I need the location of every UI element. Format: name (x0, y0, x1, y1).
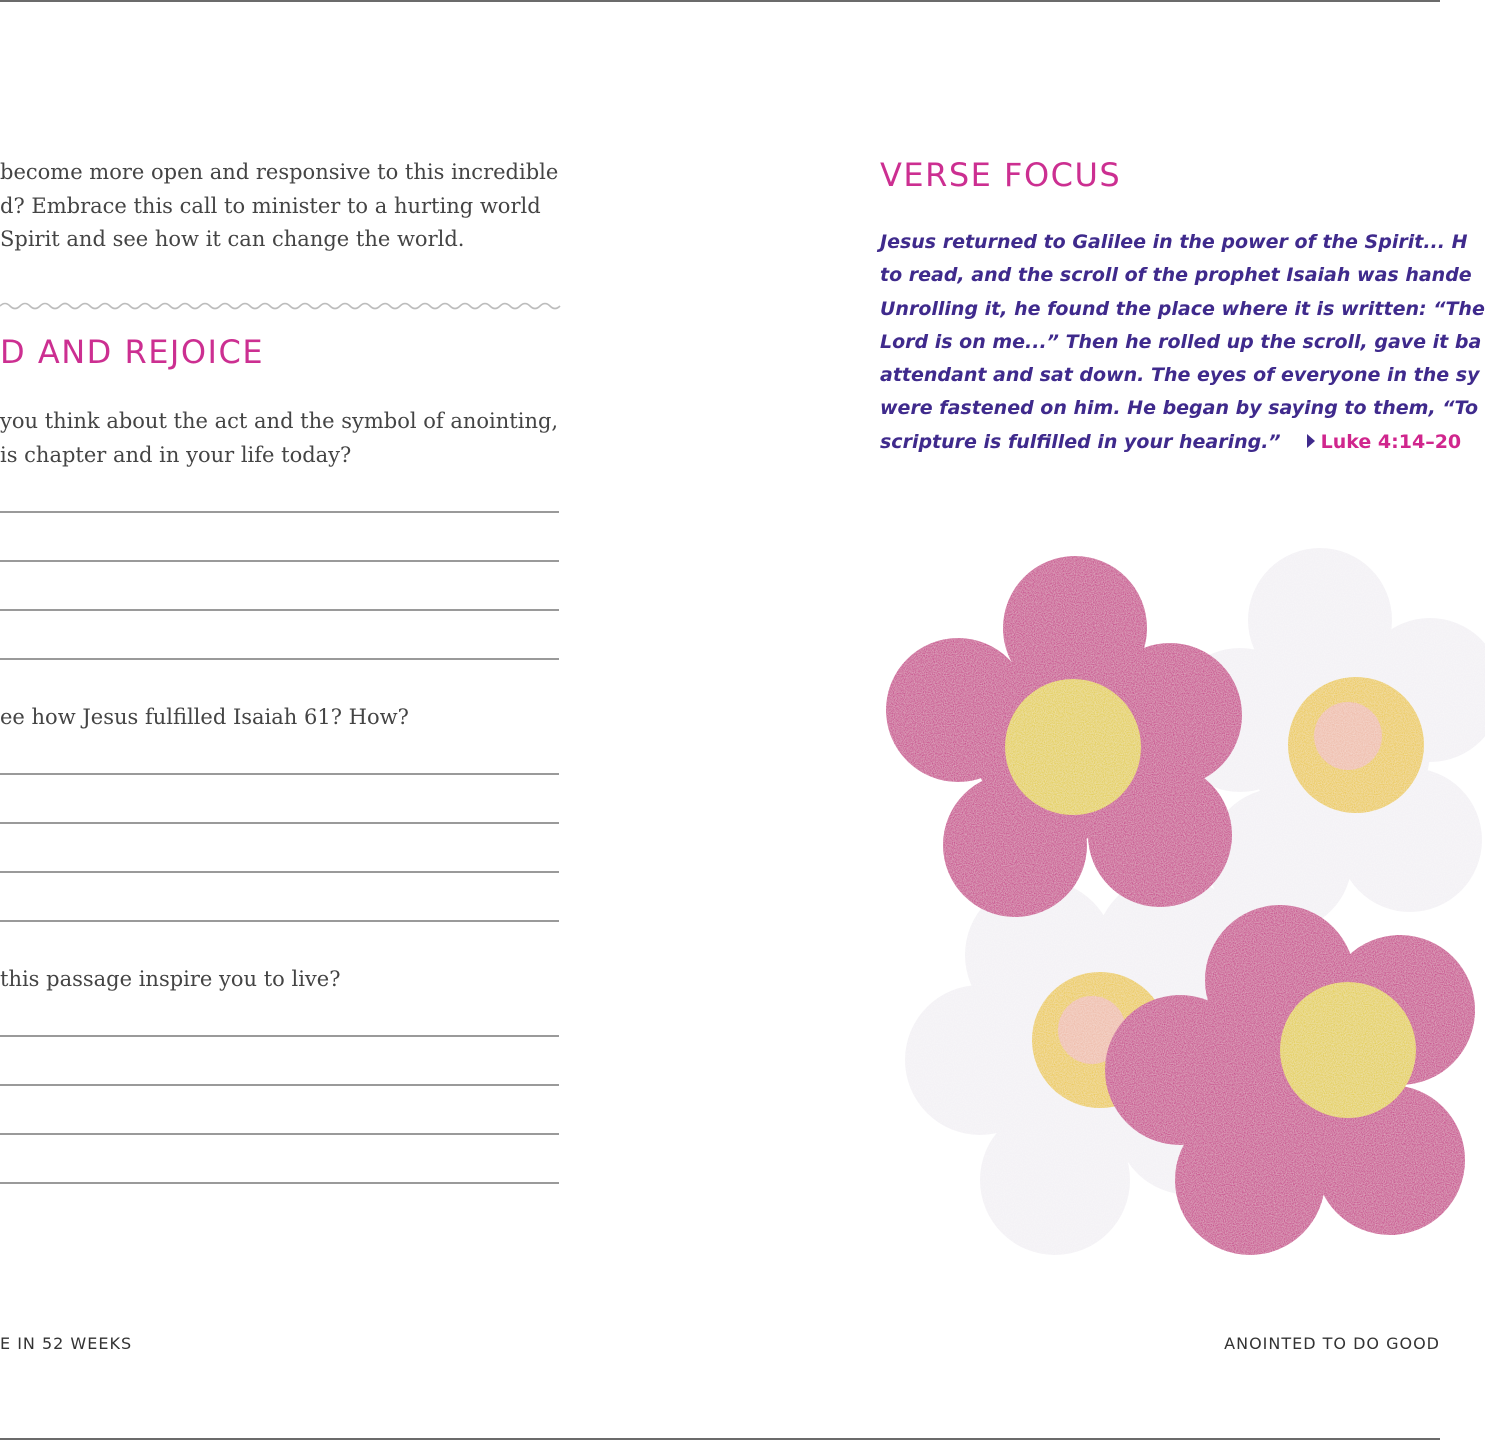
flower-illustration (870, 540, 1440, 1260)
answer-line[interactable] (0, 658, 559, 660)
answer-line[interactable] (0, 773, 559, 775)
question-1 (0, 405, 558, 472)
question-2-line-1: ee how Jesus fulfilled Isaiah 61? How? (0, 705, 409, 729)
verse-line-4: Lord is on me...” Then he rolled up the scroll, gave it ba (880, 330, 1482, 353)
question-3-line-1: this passage inspire you to live? (0, 967, 341, 991)
answer-line[interactable] (0, 1084, 559, 1086)
triangle-right-icon (1307, 434, 1315, 448)
question-2 (0, 701, 409, 735)
verse-line-3: Unrolling it, he found the place where it is written: “The (880, 297, 1485, 320)
question-3 (0, 963, 340, 997)
intro-line-3: Spirit and see how it can change the world. (0, 227, 465, 251)
verse-reference: Luke 4:14–20 (1320, 430, 1462, 453)
wavy-divider (0, 298, 560, 314)
answer-line[interactable] (0, 822, 559, 824)
answer-line[interactable] (0, 920, 559, 922)
verse-line-5: attendant and sat down. The eyes of everyone in the sy (880, 364, 1480, 387)
answer-line[interactable] (0, 1182, 559, 1184)
verse-focus-heading: VERSE FOCUS (880, 156, 1122, 194)
verse-line-6: were fastened on him. He began by saying to them, “To (880, 397, 1479, 420)
verse-passage (880, 226, 1485, 459)
answer-line[interactable] (0, 1133, 559, 1135)
answer-line[interactable] (0, 511, 559, 513)
answer-line[interactable] (0, 560, 559, 562)
answer-line[interactable] (0, 609, 559, 611)
intro-paragraph (0, 156, 558, 257)
verse-line-7: scripture is fulfilled in your hearing.” (880, 430, 1281, 453)
question-1-line-1: you think about the act and the symbol of anointing, (0, 409, 559, 433)
left-running-footer: E IN 52 WEEKS (0, 1334, 133, 1353)
answer-line[interactable] (0, 871, 559, 873)
page-top-edge (0, 0, 1440, 2)
right-running-footer: ANOINTED TO DO GOOD (1224, 1334, 1440, 1353)
verse-line-1: Jesus returned to Galilee in the power of the Spirit... H (880, 231, 1468, 253)
question-1-line-2: is chapter and in your life today? (0, 442, 352, 467)
section-heading: D AND REJOICE (0, 333, 265, 371)
verse-line-2: to read, and the scroll of the prophet Isaiah was hande (880, 264, 1472, 287)
intro-line-1: become more open and responsive to this incredible (0, 160, 559, 184)
intro-line-2: d? Embrace this call to minister to a hurting world (0, 193, 541, 218)
pink-flower-top-left (886, 556, 1242, 917)
answer-line[interactable] (0, 1035, 559, 1037)
